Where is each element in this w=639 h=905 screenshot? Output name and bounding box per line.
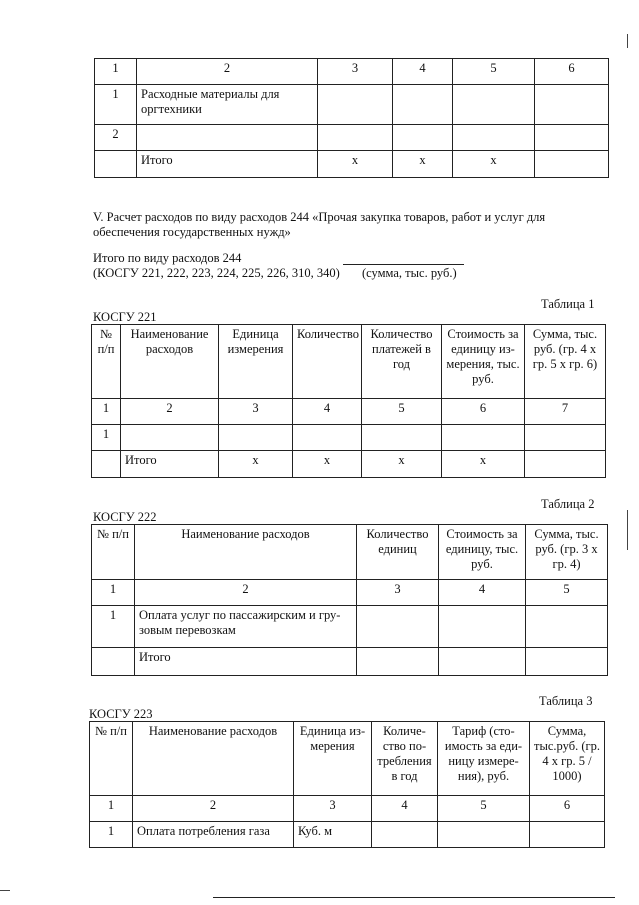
column-header: Единица из-мерения [294, 722, 372, 796]
column-header: Количе-ство по-требления в год [372, 722, 438, 796]
table-cell: x [453, 151, 535, 178]
table-row [92, 606, 608, 648]
col-number: 4 [372, 796, 438, 822]
table-cell [525, 425, 606, 451]
table-cell [535, 151, 609, 178]
table-cell [92, 451, 121, 478]
table-header-row [90, 722, 605, 796]
table-cell: Итого [121, 451, 219, 478]
table3 [89, 721, 605, 848]
col-number: 2 [135, 580, 357, 606]
table-cell [453, 125, 535, 151]
column-header: Сумма, тыс. руб. (гр. 3 х гр. 4) [526, 525, 608, 580]
table-cell [121, 425, 219, 451]
table-row [95, 125, 609, 151]
table-cell [439, 648, 526, 676]
col-number: 2 [121, 399, 219, 425]
table-cell: Итого [135, 648, 357, 676]
scan-mark [0, 890, 10, 891]
column-header: Количество единиц [357, 525, 439, 580]
table-header-row [95, 59, 609, 85]
table1 [91, 324, 606, 478]
col-number: 6 [530, 796, 605, 822]
table-cell [293, 425, 362, 451]
col-number: 5 [526, 580, 608, 606]
column-header: Наименование расходов [135, 525, 357, 580]
table-cell [372, 822, 438, 848]
col-number: 2 [133, 796, 294, 822]
col-number: 5 [438, 796, 530, 822]
column-header: Единица измерения [219, 325, 293, 399]
table-cell [318, 85, 393, 125]
table-cell [526, 606, 608, 648]
table1-caption: Таблица 1 [541, 297, 595, 311]
table-number-row [90, 796, 605, 822]
table-cell: 1 [90, 822, 133, 848]
scan-mark [627, 510, 628, 550]
col-number: 2 [137, 59, 318, 85]
table-total-row [95, 151, 609, 178]
table-total-row [92, 451, 606, 478]
col-number: 3 [357, 580, 439, 606]
table-header-row [92, 525, 608, 580]
table-cell [357, 606, 439, 648]
table3-kosgu: КОСГУ 223 [89, 707, 153, 721]
col-number: 3 [219, 399, 293, 425]
table-cell [535, 85, 609, 125]
table-cell: x [362, 451, 442, 478]
table-cell: 1 [92, 425, 121, 451]
col-number: 1 [90, 796, 133, 822]
top-table [94, 58, 609, 178]
table-cell [92, 648, 135, 676]
table-cell: Итого [137, 151, 318, 178]
table-cell [393, 85, 453, 125]
table-cell: x [318, 151, 393, 178]
table-cell [362, 425, 442, 451]
col-number: 4 [439, 580, 526, 606]
table-cell [318, 125, 393, 151]
table-cell: 1 [92, 606, 135, 648]
table2-kosgu: КОСГУ 222 [93, 510, 157, 524]
table2-caption: Таблица 2 [541, 497, 595, 511]
table-number-row [92, 399, 606, 425]
table3-caption: Таблица 3 [539, 694, 593, 708]
column-header: № п/п [92, 325, 121, 399]
table-cell: 1 [95, 85, 137, 125]
table-cell: x [293, 451, 362, 478]
table-number-row [92, 580, 608, 606]
table-cell: Расходные материалы для оргтехники [137, 85, 318, 125]
scan-mark [627, 34, 628, 48]
column-header: Наименование расходов [133, 722, 294, 796]
table-cell [526, 648, 608, 676]
section-title-line2: обеспечения государственных нужд» [93, 225, 291, 239]
table2 [91, 524, 608, 676]
total-label: Итого по виду расходов 244 [93, 251, 242, 265]
total-kosgu-list: (КОСГУ 221, 222, 223, 224, 225, 226, 310, 340) [93, 266, 340, 280]
table-cell [535, 125, 609, 151]
table-cell [438, 822, 530, 848]
col-number: 7 [525, 399, 606, 425]
col-number: 4 [293, 399, 362, 425]
col-number: 6 [442, 399, 525, 425]
col-number: 1 [92, 580, 135, 606]
table-cell [453, 85, 535, 125]
col-number: 3 [294, 796, 372, 822]
table-cell [393, 125, 453, 151]
column-header: Тариф (сто-имость за еди-ницу измере-ния), руб. [438, 722, 530, 796]
col-number: 5 [362, 399, 442, 425]
table-row [90, 822, 605, 848]
table-header-row [92, 325, 606, 399]
table-cell [95, 151, 137, 178]
table-cell [137, 125, 318, 151]
table-cell [530, 822, 605, 848]
column-header: Сумма, тыс. руб. (гр. 4 х гр. 5 х гр. 6) [525, 325, 606, 399]
table-cell: Оплата услуг по пассажирским и гру-зовым перевозкам [135, 606, 357, 648]
table-cell: x [393, 151, 453, 178]
column-header: Сумма, тыс.руб. (гр. 4 х гр. 5 / 1000) [530, 722, 605, 796]
col-number: 4 [393, 59, 453, 85]
column-header: № п/п [90, 722, 133, 796]
table-cell [525, 451, 606, 478]
table1-kosgu: КОСГУ 221 [93, 310, 157, 324]
table-cell: Оплата потребления газа [133, 822, 294, 848]
col-number: 3 [318, 59, 393, 85]
table-cell [219, 425, 293, 451]
table-row [95, 85, 609, 125]
col-number: 1 [92, 399, 121, 425]
table-cell [357, 648, 439, 676]
column-header: Количество [293, 325, 362, 399]
table-cell: Куб. м [294, 822, 372, 848]
table-cell: x [442, 451, 525, 478]
column-header: Наименование расходов [121, 325, 219, 399]
col-number: 6 [535, 59, 609, 85]
table-cell [439, 606, 526, 648]
section-title-line1: V. Расчет расходов по виду расходов 244 «Прочая закупка товаров, работ и услуг для [93, 210, 546, 224]
table-row [92, 425, 606, 451]
col-number: 5 [453, 59, 535, 85]
column-header: Количество платежей в год [362, 325, 442, 399]
total-unit: (сумма, тыс. руб.) [362, 266, 457, 280]
col-number: 1 [95, 59, 137, 85]
table-cell: 2 [95, 125, 137, 151]
table-total-row [92, 648, 608, 676]
table-cell: x [219, 451, 293, 478]
bottom-edge-line [213, 897, 615, 898]
table-cell [442, 425, 525, 451]
column-header: № п/п [92, 525, 135, 580]
column-header: Стоимость за единицу из-мерения, тыс. руб. [442, 325, 525, 399]
column-header: Стоимость за единицу, тыс. руб. [439, 525, 526, 580]
